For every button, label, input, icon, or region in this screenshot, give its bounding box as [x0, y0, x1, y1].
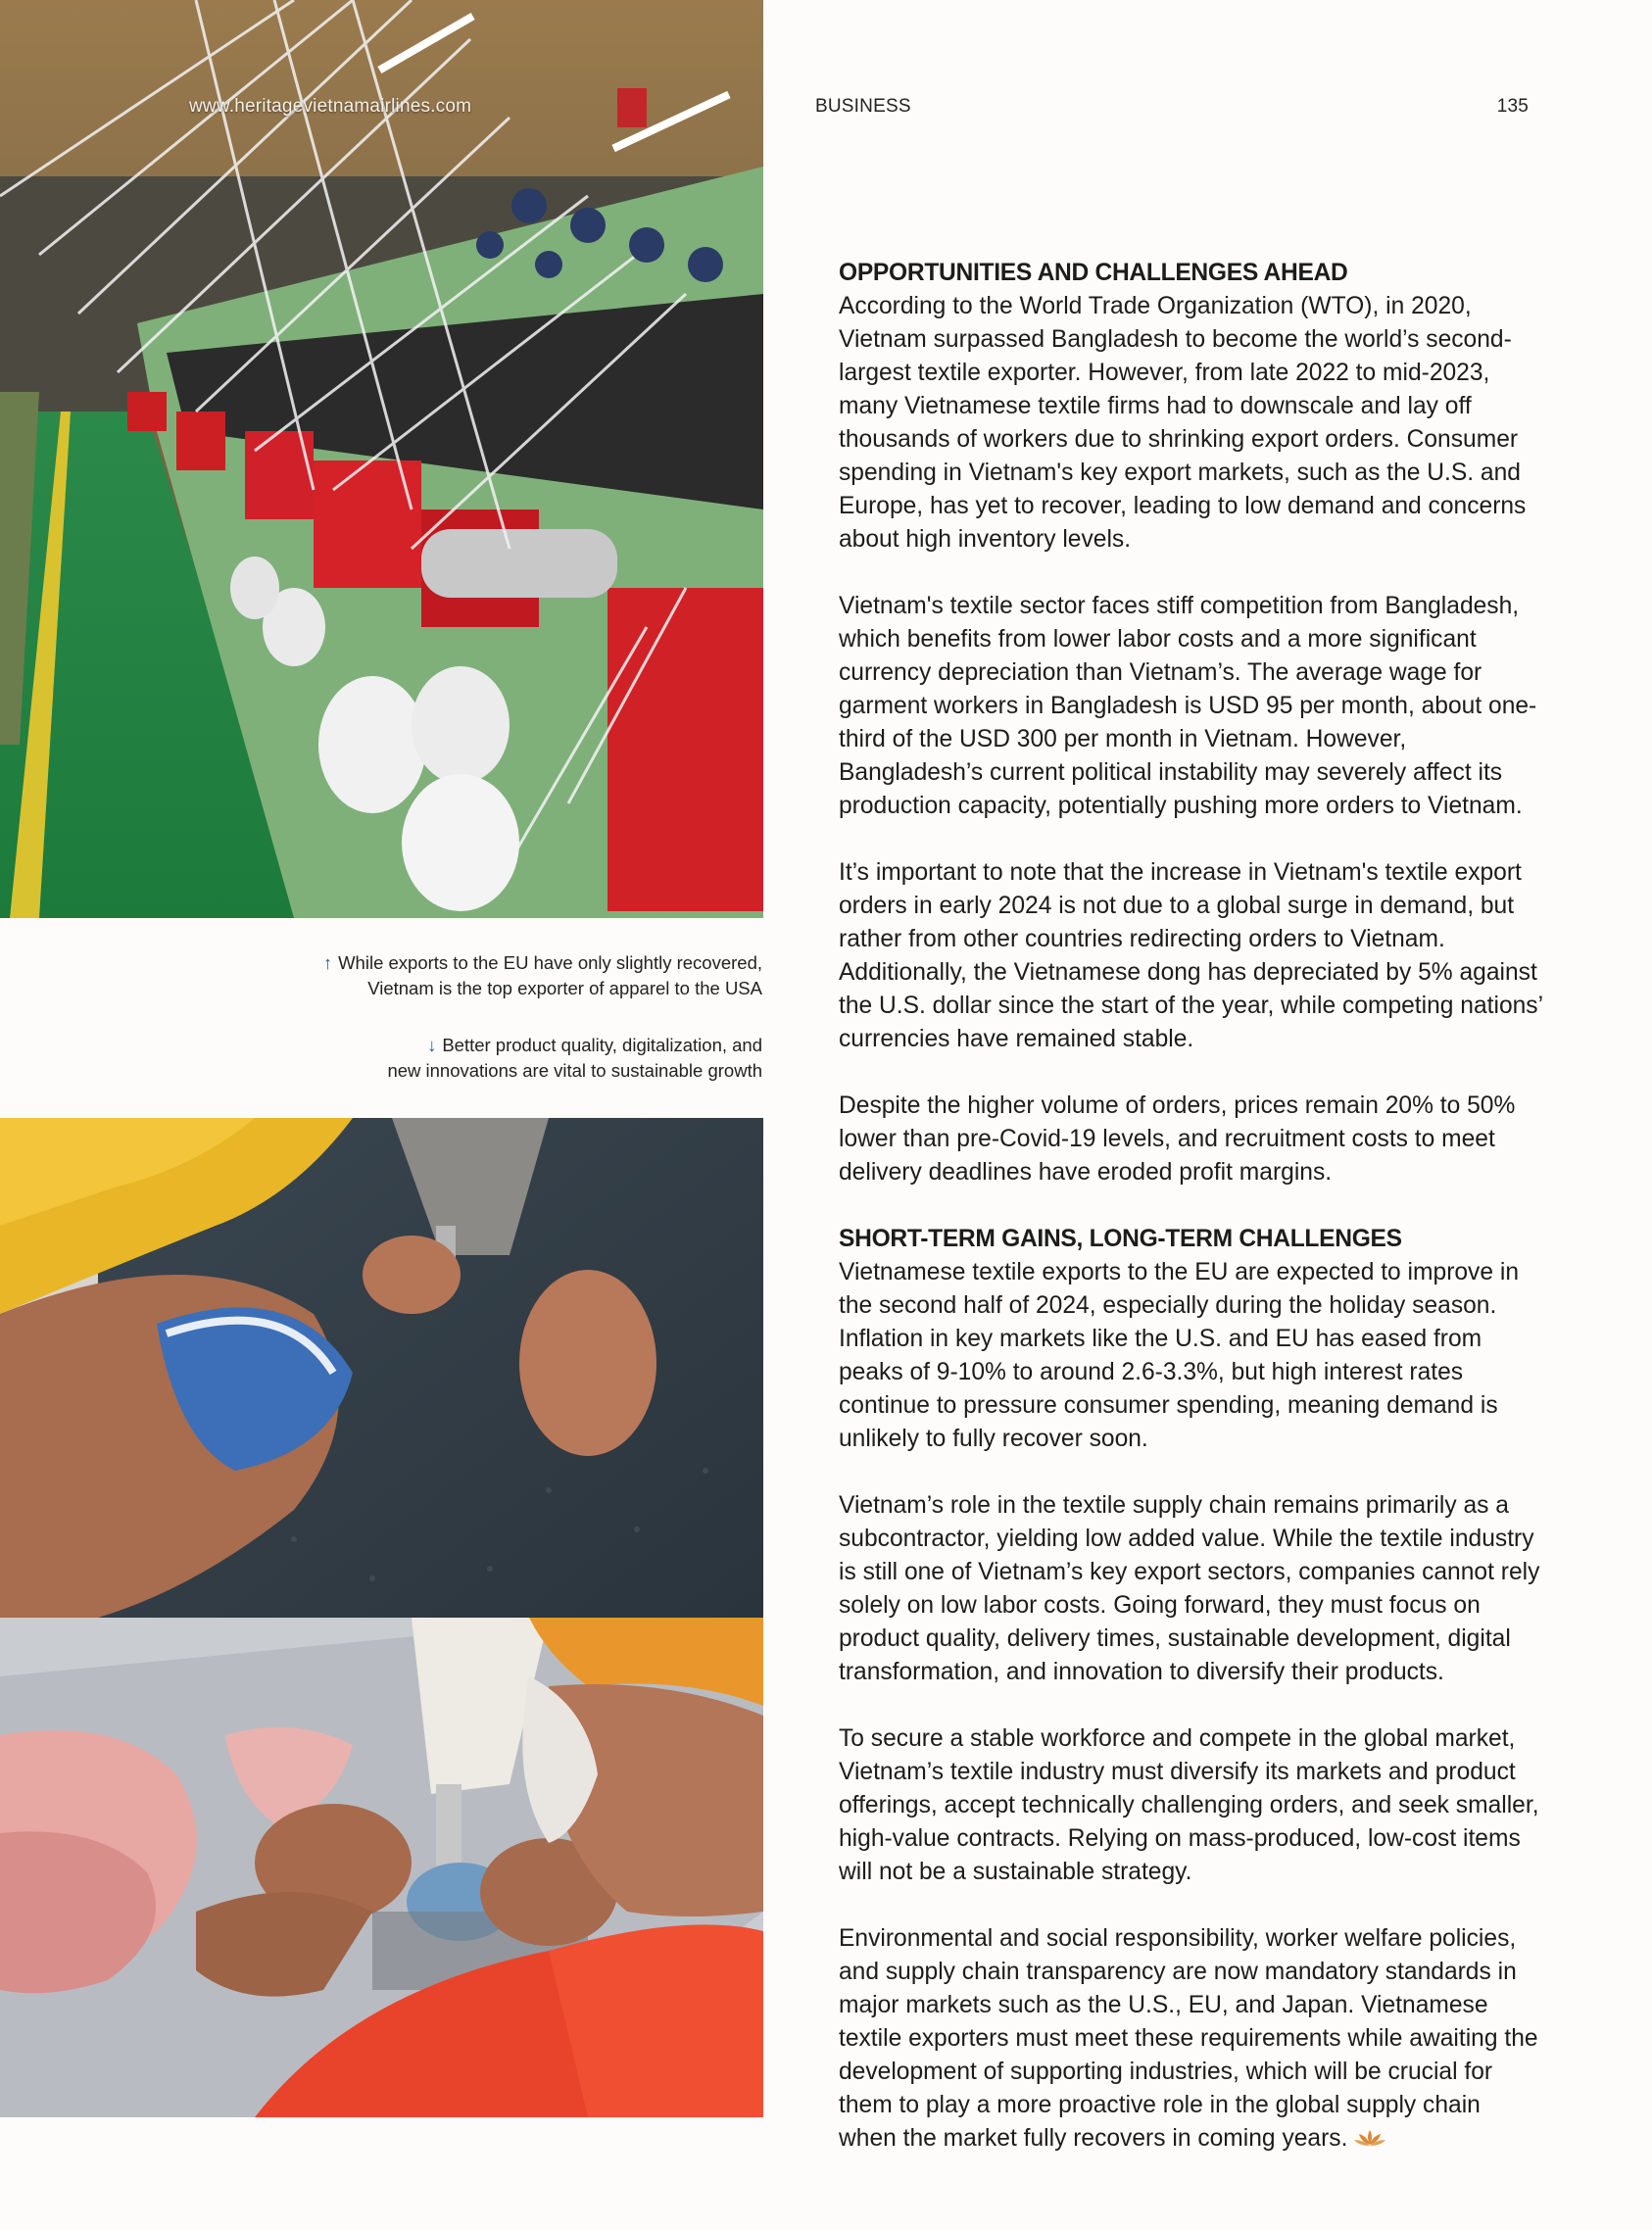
- worker-sewing-machine-photo: [0, 1618, 763, 2117]
- article-paragraph: Vietnamese textile exports to the EU are expected to improve in the second half of 2024, especially during the holiday season. Inflation in key markets like the U.S. and EU has eased from peaks of 9-10% to around 2.6-3.3%, but high interest rates continue to pressure consumer spending, meaning demand is unlikely to fully recover soon.: [839, 1259, 1520, 1452]
- article-paragraph: It’s important to note that the increase in Vietnam's textile export orders in early 2024 is not due to a global surge in demand, but rather from other countries redirecting orders to Vietnam. Additionally, the Vietnamese dong has depreciated by 5% against the U.S. dollar since the start of the year, while competing nations’ currencies have remained stable.: [839, 859, 1543, 1052]
- article-paragraph-last: [839, 1922, 1544, 2156]
- caption-line: While exports to the EU have only slightly recovered,: [338, 952, 762, 973]
- worker-sewing-fabric-photo: [0, 1118, 763, 1618]
- photo-caption-up: [214, 950, 762, 1001]
- section-label: BUSINESS: [815, 96, 911, 117]
- textile-factory-machines-photo: [0, 0, 763, 918]
- arrow-up-icon: ↑: [322, 952, 333, 973]
- arrow-down-icon: ↓: [427, 1035, 437, 1055]
- article-body: [839, 257, 1544, 2189]
- article-paragraph: To secure a stable workforce and compete in the global market, Vietnam’s textile industry must diversify its markets and product offerings, accept technically challenging orders, and seek smaller, high-value contracts. Relying on mass-produced, low-cost items will not be a sustainable strategy.: [839, 1725, 1539, 1885]
- article-paragraph-text: Environmental and social responsibility, worker welfare policies, and supply chain transparency are now mandatory standards in major markets such as the U.S., EU, and Japan. Vietnamese textile exporters must meet these requirements while awaiting the development of supporting industries, which will be crucial for them to play a more proactive role in the global supply chain when the market fully recovers in coming years.: [839, 1925, 1538, 2152]
- page-number: 135: [1496, 96, 1529, 117]
- caption-line: Vietnam is the top exporter of apparel to the USA: [367, 978, 762, 998]
- section-heading: SHORT-TERM GAINS, LONG-TERM CHALLENGES: [839, 1226, 1402, 1252]
- lotus-icon: [1353, 2128, 1386, 2148]
- site-url[interactable]: www.heritagevietnamairlines.com: [189, 96, 472, 117]
- article-paragraph: According to the World Trade Organization (WTO), in 2020, Vietnam surpassed Bangladesh to become the world’s second-largest textile exporter. However, from late 2022 to mid-2023, many Vietnamese textile firms had to downscale and lay off thousands of workers due to shrinking export orders. Consumer spending in Vietnam's key export markets, such as the U.S. and Europe, has yet to recover, leading to low demand and concerns about high inventory levels.: [839, 293, 1527, 553]
- section-heading: OPPORTUNITIES AND CHALLENGES AHEAD: [839, 260, 1348, 286]
- photo-caption-down: [214, 1033, 762, 1084]
- article-paragraph: Despite the higher volume of orders, prices remain 20% to 50% lower than pre-Covid-19 levels, and recruitment costs to meet delivery deadlines have eroded profit margins.: [839, 1092, 1516, 1186]
- article-paragraph: Vietnam’s role in the textile supply chain remains primarily as a subcontractor, yielding low added value. While the textile industry is still one of Vietnam’s key export sectors, companies cannot rely solely on low labor costs. Going forward, they must focus on product quality, delivery times, sustainable development, digital transformation, and innovation to diversify their products.: [839, 1492, 1540, 1685]
- caption-line: Better product quality, digitalization, and: [442, 1035, 762, 1055]
- caption-line: new innovations are vital to sustainable growth: [387, 1060, 762, 1081]
- article-paragraph: Vietnam's textile sector faces stiff competition from Bangladesh, which benefits from lower labor costs and a more significant currency depreciation than Vietnam’s. The average wage for garment workers in Bangladesh is USD 95 per month, about one-third of the USD 300 per month in Vietnam. However, Bangladesh’s current political instability may severely affect its production capacity, potentially pushing more orders to Vietnam.: [839, 593, 1537, 819]
